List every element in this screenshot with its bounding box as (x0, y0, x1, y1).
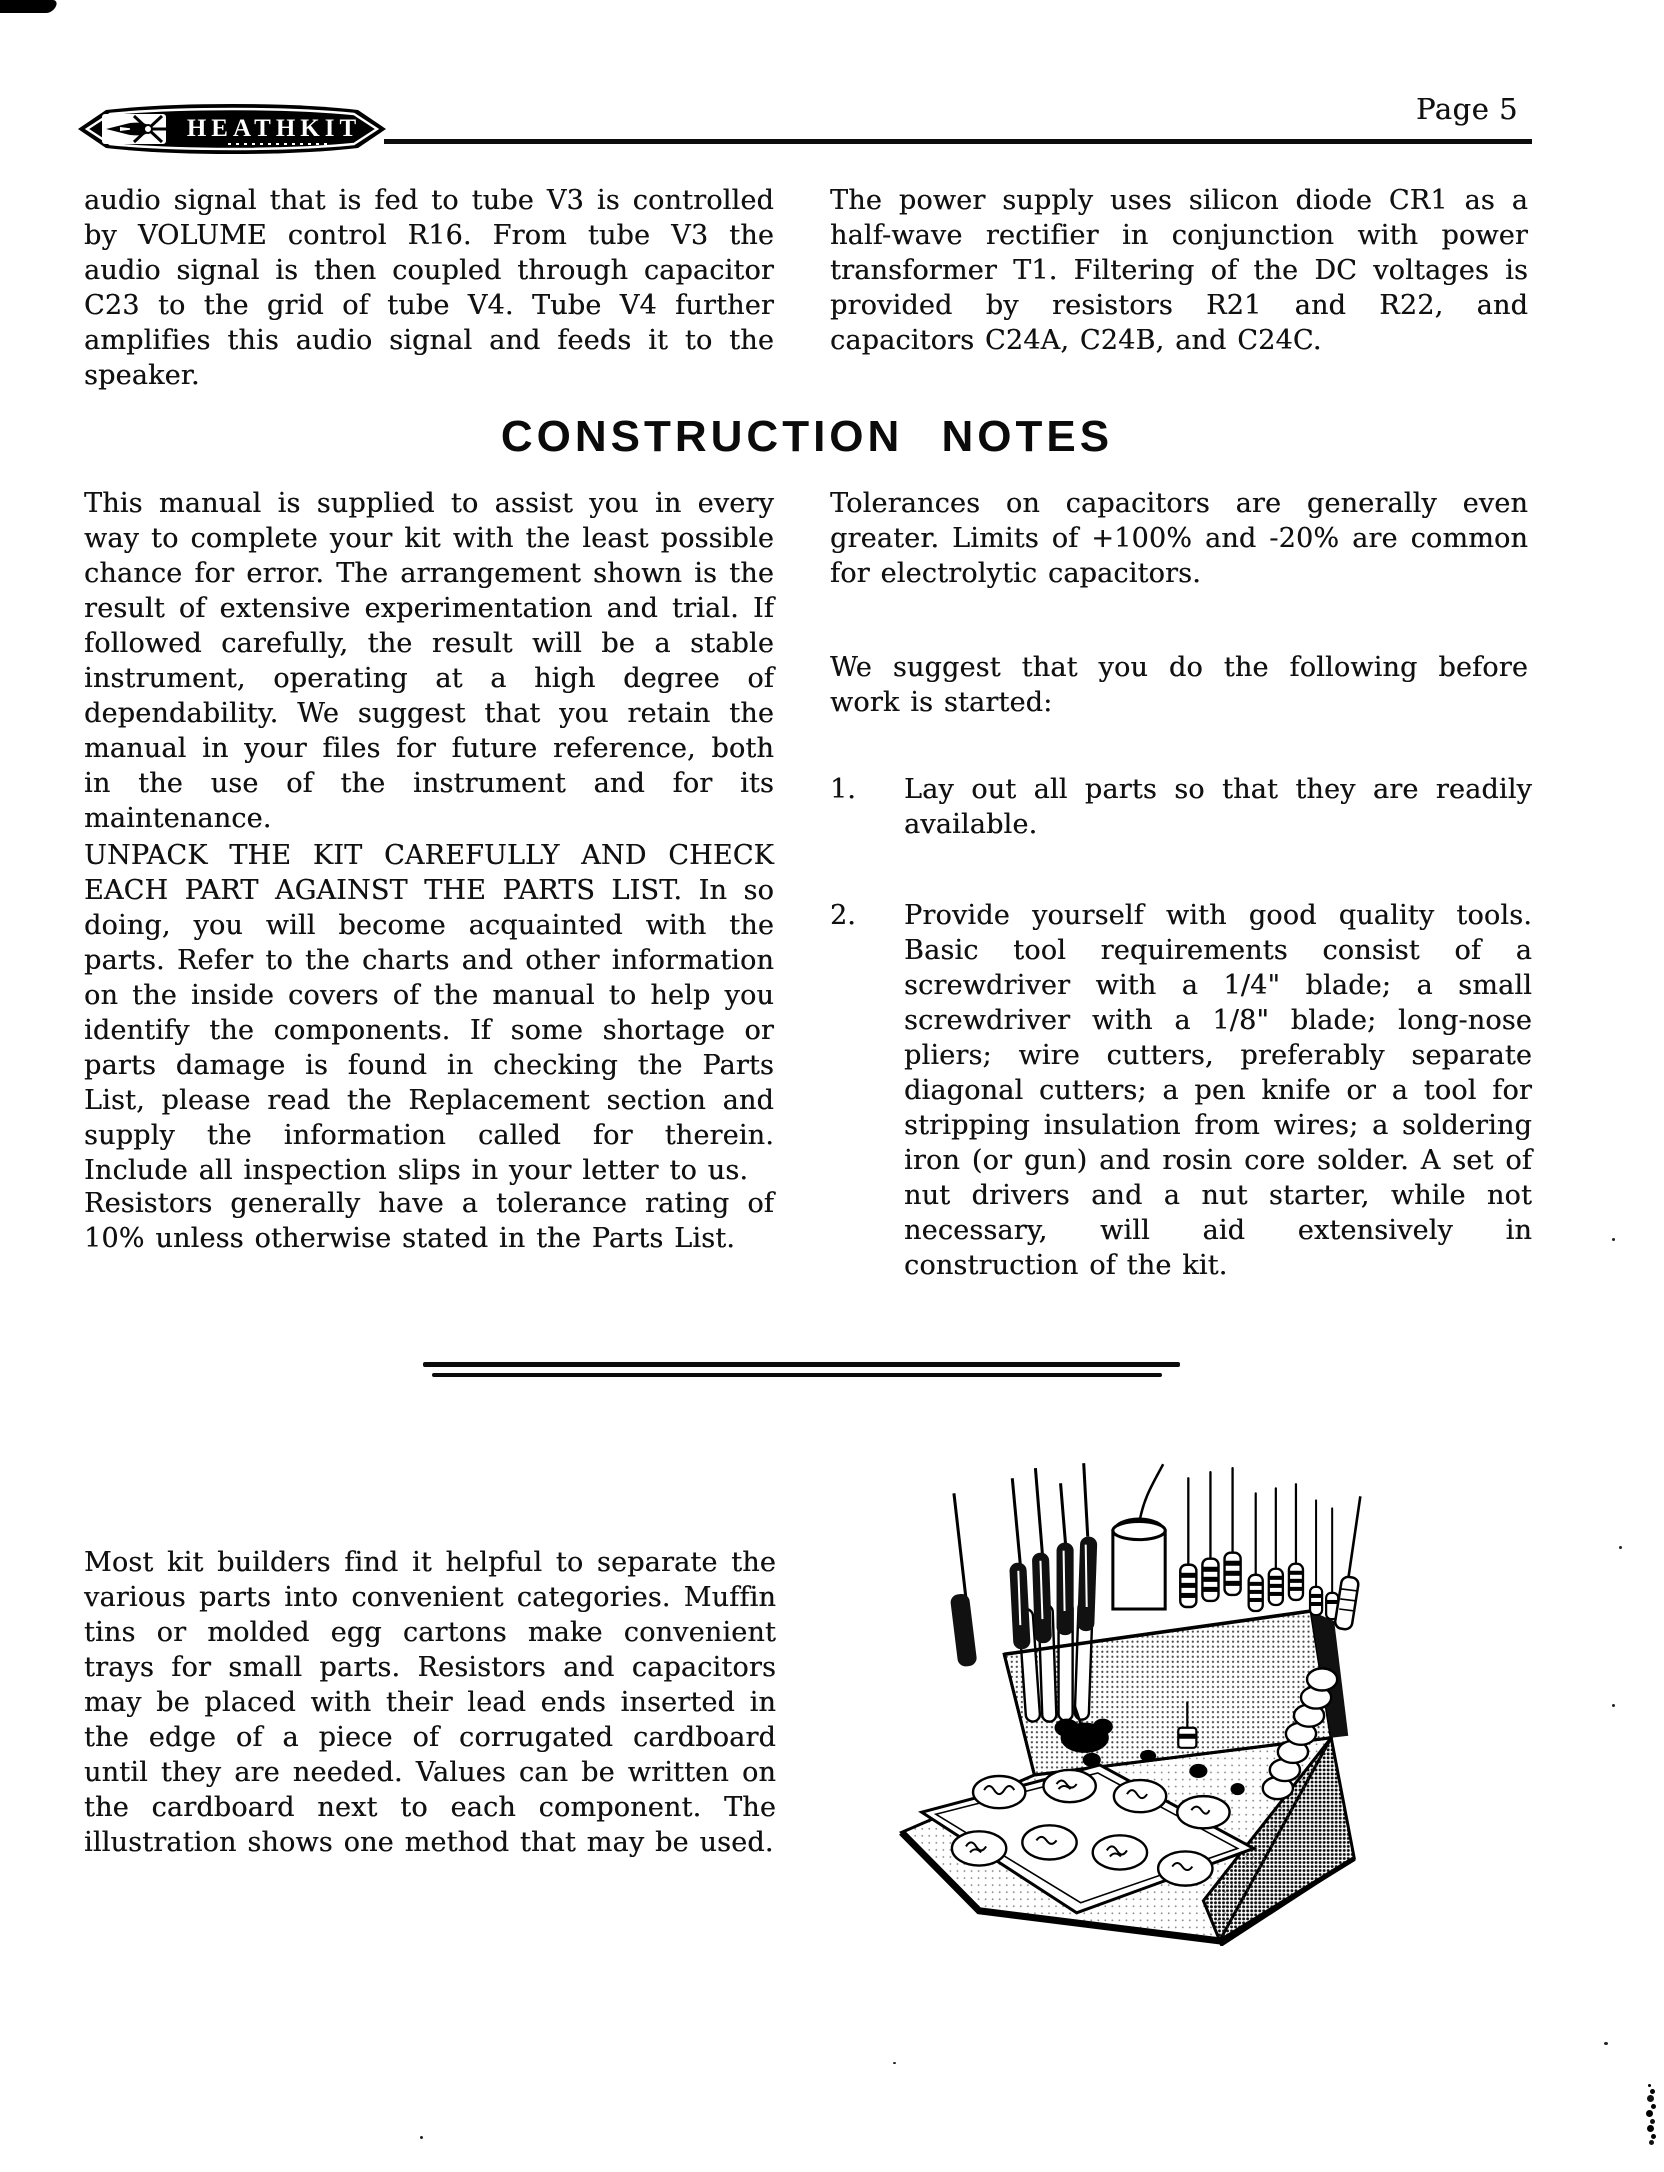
numbered-step-2 (830, 898, 1532, 1283)
parts-tray-drawing (882, 1438, 1388, 1946)
scan-speck (1612, 1704, 1615, 1707)
divider-line-top (423, 1362, 1180, 1367)
left-paragraph-3: Resistors generally have a tolerance rating of 10% unless otherwise stated in the Parts List. (84, 1188, 774, 1254)
step-number: 2. (830, 900, 856, 931)
right-paragraph-1: Tolerances on capacitors are generally even greater. Limits of +100% and -20% are common for electrolytic capacitors. (830, 488, 1528, 589)
section-title: CONSTRUCTION NOTES (500, 412, 1114, 461)
scan-speck (420, 2136, 423, 2139)
section-divider (423, 1362, 1180, 1377)
step-text: Lay out all parts so that they are readily available. (904, 774, 1532, 840)
scan-speck (893, 2062, 896, 2064)
intro-paragraph-left: audio signal that is fed to tube V3 is controlled by VOLUME control R16. From tube V3 the audio signal is then coupled through capacitor C23 to the grid of tube V4. Tube V4 further amplifies this audio signal and feeds it to the speaker. (84, 185, 774, 391)
left-paragraph-2: UNPACK THE KIT CAREFULLY AND CHECK EACH PART AGAINST THE PARTS LIST. In so doing, you will become acquainted with the parts. Refer to the charts and other information on the inside covers of the manual to help you identify the components. If some shortage or parts damage is found in checking the Parts List, please read the Replacement section and supply the information called for therein. Include all inspection slips in your letter to us. (84, 840, 774, 1186)
parts-tray-illustration (882, 1438, 1388, 1946)
left-paragraph-1: This manual is supplied to assist you in every way to complete your kit with the least possible chance for error. The arrangement shown is the result of extensive experimentation and trial. If followed carefully, the result will be a stable instrument, operating at a high degree of dependability. We suggest that you retain the manual in your files for future reference, both in the use of the instrument and for its maintenance. (84, 488, 774, 834)
divider-line-bottom (432, 1373, 1162, 1377)
page-number: Page 5 (1416, 92, 1518, 126)
step-number: 1. (830, 774, 856, 805)
scan-speck (1612, 1238, 1615, 1241)
intro-paragraph-right: The power supply uses silicon diode CR1 as a half-wave rectifier in conjunction with power transformer T1. Filtering of the DC voltages is provided by resistors R21 and R22, and capacitors C24A, C24B, and C24C. (830, 185, 1528, 356)
header-rule (384, 139, 1532, 144)
scan-speck (1604, 2042, 1608, 2045)
step-text: Provide yourself with good quality tools. Basic tool requirements consist of a screwdriver with a 1/4" blade; a small screwdriver with a 1/8" blade; long-nose pliers; wire cutters, preferably separate diagonal cutters; a pen knife or a tool for stripping insulation from wires; a soldering iron (or gun) and rosin core solder. A set of nut drivers and a nut starter, while not necessary, will aid extensively in construction of the kit. (904, 900, 1532, 1281)
capacitor (1113, 1464, 1165, 1609)
bottom-paragraph: Most kit builders find it helpful to separate the various parts into convenient categories. Muffin tins or molded egg cartons make convenient trays for small parts. Resistors and capacitors may be placed with their lead ends inserted in the edge of a piece of corrugated cardboard until they are needed. Values can be written on the cardboard next to each component. The illustration shows one method that may be used. (84, 1547, 776, 1858)
screwdriver-right (1334, 1496, 1360, 1630)
right-paragraph-2: We suggest that you do the following before work is started: (830, 652, 1528, 718)
screwdrivers-left (950, 1463, 1098, 1667)
resistors (1180, 1468, 1338, 1619)
heathkit-logo (76, 103, 388, 155)
scan-speck (1619, 1546, 1622, 1549)
numbered-step-1 (830, 772, 1532, 842)
scan-smudge-top-left (0, 0, 58, 13)
scan-smudge-bottom-right (1648, 2084, 1651, 2087)
logo-wordmark: HEATHKIT (186, 115, 362, 142)
